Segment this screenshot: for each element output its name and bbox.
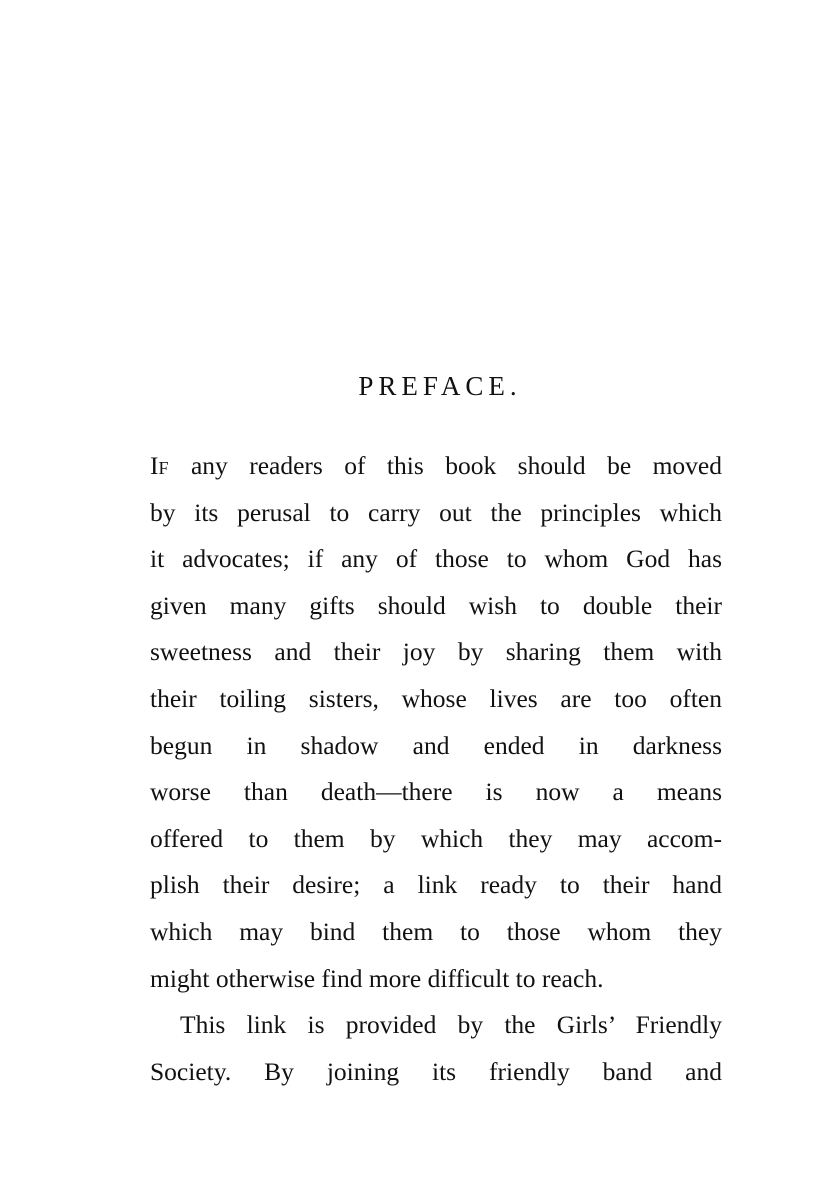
first-line-text: any readers of this book should be moved	[169, 451, 722, 480]
text-line: offered to them by which they may accom-	[150, 823, 722, 853]
page-title: PREFACE.	[358, 371, 522, 401]
drop-cap-smallcaps: F	[158, 458, 170, 478]
text-line: it advocates; if any of those to whom God has	[150, 544, 722, 574]
text-line: begun in shadow and ended in darkness	[150, 730, 722, 760]
drop-cap-initial: I	[150, 451, 159, 480]
preface-text	[150, 446, 722, 1098]
text-line: Society. By joining its friendly band and	[150, 1056, 722, 1086]
paragraph-1-line-1	[150, 446, 722, 493]
text-line: might otherwise find more difficult to reach.	[150, 963, 604, 993]
text-line: which may bind them to those whom they	[150, 916, 722, 946]
paragraph-2-line-1: This link is provided by the Girls’ Friendly	[180, 1010, 722, 1040]
text-line: plish their desire; a link ready to their hand	[150, 870, 722, 900]
text-line: their toiling sisters, whose lives are too often	[150, 683, 722, 713]
text-line: given many gifts should wish to double their	[150, 590, 722, 620]
text-line: by its perusal to carry out the principles which	[150, 497, 722, 527]
text-line: worse than death—there is now a means	[150, 777, 722, 807]
text-line: sweetness and their joy by sharing them with	[150, 637, 722, 667]
